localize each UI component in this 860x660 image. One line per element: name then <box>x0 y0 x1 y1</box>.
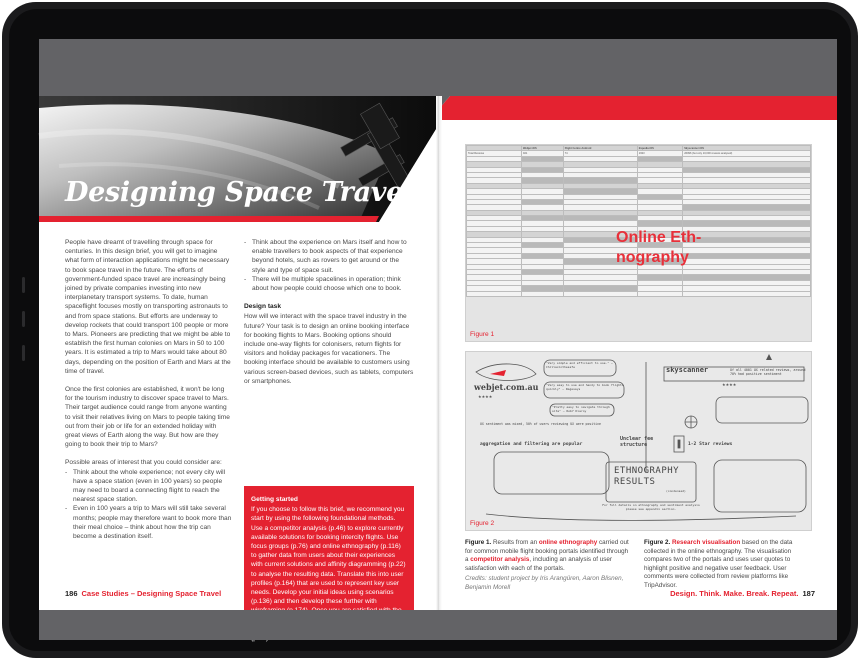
figure-two-caption <box>644 539 812 591</box>
left-footer <box>65 589 221 598</box>
list-item: - Even in 100 years a trip to Mars will still take several months; people may therefore want to book more than their meal choice – think about how the trip can become a destination itself. <box>65 504 233 541</box>
caption-text: , including an analysis of user satisfaction with each of the portals. <box>465 556 613 572</box>
colonies-paragraph: Once the first colonies are established, it won't be long for the tourism industry to discover space travel to Mars. Their target audience could range from anyone wanting to visit their relatives living on Mars to people taking time out from their job or life for an extended holiday with great views of Earth along the way. But how are they going to book their trip to Mars? <box>65 386 230 449</box>
skyscanner-logo: skyscanner <box>666 366 709 374</box>
ethnography-table <box>466 145 811 297</box>
table-cell: 1933 <box>637 151 682 156</box>
table-cell: 26096 (but only 10,000 reviews analysed) <box>683 151 811 156</box>
areas-intro: Possible areas of interest that you could consider are: <box>65 459 222 467</box>
getting-started-heading: Getting started <box>251 496 298 503</box>
intro-paragraph: People have dreamt of travelling through space for centuries. In this design brief, you will get to imagine what form of interaction applications might be necessary to book space travel in the future. The efforts of government-funded space travel are increasingly being joined by private companies investing into new interplanetary transport systems. To date, human spaceflight focuses mostly on transporting astronauts to and from space stations. But efforts are underway to develop rockets that could transport 100 people or more to Mars. Pioneers are predicting that we might be able to establish the first human colonies on Mars in 50 to 100 years. It is estimated a trip to Mars would take about 80 days, depending on the position of Earth and Mars at the time of travel. <box>65 239 231 375</box>
caption-credit: Credits: student project by Iris Arangüren, Aaron Blisnen, Benjamin Morell <box>465 575 624 591</box>
right-page <box>438 96 837 610</box>
book-gutter <box>436 96 442 610</box>
list-item: - There will be multiple spacelines in operation; think about how people could choose which one to book. <box>244 275 414 293</box>
figure-one <box>465 144 812 342</box>
figure-overlay-text: Online Eth- nography <box>616 229 702 266</box>
ethnography-results-title: ETHNOGRAPHY RESULTS <box>614 466 680 487</box>
table-cell: Webjet iOS <box>522 146 564 151</box>
user-quote: "Very easy to use and handy to book flights quickly" – Ragesays <box>546 383 624 391</box>
areas-list-continued <box>244 238 414 293</box>
hero-banner <box>39 96 438 222</box>
sentiment-stat: UX sentiment was mixed, 50% of users reviewing UX were positive <box>480 422 601 426</box>
tablet-bezel <box>9 9 851 651</box>
table-cell: Expedia iOS <box>637 146 682 151</box>
getting-started-box <box>244 486 414 626</box>
areas-list <box>65 468 233 542</box>
camera-sensor <box>22 277 25 293</box>
research-visualisation-link[interactable]: Research visualisation <box>672 539 741 546</box>
competitor-analysis-link[interactable]: competitor analysis <box>470 556 530 564</box>
caption-label: Figure 1. <box>465 539 492 546</box>
tablet-frame <box>2 2 858 658</box>
page-number-right: 187 <box>802 589 815 598</box>
camera-sensor <box>22 311 25 327</box>
page-title: Designing Space Travel <box>65 177 413 208</box>
list-item: - Think about the experience on Mars itself and how to enable travellers to book aspects of that experience beyond hotels, such as rovers to get around or the style and type of space suit. <box>244 238 414 275</box>
user-quote: "Very simple and efficient to use." – Chillaxinthesafe <box>546 361 613 369</box>
list-item: - Think about the whole experience; not every city will have a space station (even in 100 years) so people may need to board a connecting flight to reach the nearest space station. <box>65 468 233 505</box>
caption-text: Results from an <box>491 539 539 546</box>
design-task-text: How will we interact with the space travel industry in the future? Your task is to design an online booking interface for booking flights to Mars. Booking options should include one-way flights for colonisers, return flights for visitors and holiday packages for vacationers. The booking interface should be available to customers using various screen-based devices, such as tablets, computers or smartphones. <box>244 313 414 385</box>
svg-text:★★★★: ★★★★ <box>722 382 737 387</box>
table-cell: Skyscanner iOS <box>683 146 811 151</box>
caption-label: Figure 2. <box>644 539 671 546</box>
user-quote: "Pretty easy to navigate through site" – Rob7 Diaroy <box>552 405 610 413</box>
left-page <box>39 96 438 610</box>
getting-started-text: If you choose to follow this brief, we recommend you start by using the following foundational methods. Use a competitor analysis (p.46) to explore currently available solutions for booking intercity flights. Use focus groups (p.76) and online ethnography (p.116) to gather data from users about their experiences with current solutions and affinity diagramming (p.22) to analyse the resulting data. Translate this into user profiles (p.164) that are used to represent key user needs. Develop your initial ideas using scenarios (p.136) and then develop these further with <box>251 506 406 606</box>
caption-text: based on the data collected in the online ethnography. The visualisation compares two of the portals and uses user quotes to highlight positive and negative user feedback. User comments were collected from review platforms like TripAdvisor. <box>644 539 793 589</box>
figure-two <box>465 351 812 531</box>
design-task-heading: Design task <box>244 303 282 311</box>
table-cell: Flight Centre Android <box>563 146 637 151</box>
table-cell: 921 <box>522 151 564 156</box>
tablet-screen[interactable] <box>39 39 837 606</box>
appendix-note: For full details on ethnography and sentiment analysis please see appendix section. <box>602 503 700 511</box>
table-cell: Total Reviews <box>467 151 522 156</box>
bottom-background-band <box>39 610 837 640</box>
right-footer <box>670 589 815 598</box>
star-reviews-heading: 1-2 Star reviews <box>688 442 733 447</box>
camera-sensor <box>22 345 25 361</box>
footer-tagline: Design. Think. Make. Break. Repeat. <box>670 589 799 598</box>
figure-one-label: Figure 1 <box>470 331 495 338</box>
column-two <box>244 238 414 386</box>
svg-text:★★★★: ★★★★ <box>478 394 493 399</box>
online-ethnography-link[interactable]: online ethnography <box>538 539 598 546</box>
sentiment-stat: Of all 4001 UX related reviews, around 70% had positive sentiment <box>730 368 806 376</box>
section-title: Case Studies – Designing Space Travel <box>81 589 222 598</box>
figure-two-label: Figure 2 <box>470 520 495 527</box>
red-header-band <box>438 96 837 120</box>
filtering-heading: aggregation and filtering are popular <box>480 442 583 447</box>
page-number-left: 186 <box>65 589 78 598</box>
caption-text: carried out for common mobile flight booking portals identified through a <box>465 539 629 564</box>
column-one <box>65 238 233 541</box>
condensed-label: (condensed) <box>666 489 686 493</box>
table-cell: 74 <box>563 151 637 156</box>
webjet-logo: webjet.com.au <box>474 382 539 392</box>
figure-one-caption <box>465 539 633 593</box>
fee-heading: Unclear fee structure <box>620 436 654 448</box>
top-background-band <box>39 39 837 96</box>
